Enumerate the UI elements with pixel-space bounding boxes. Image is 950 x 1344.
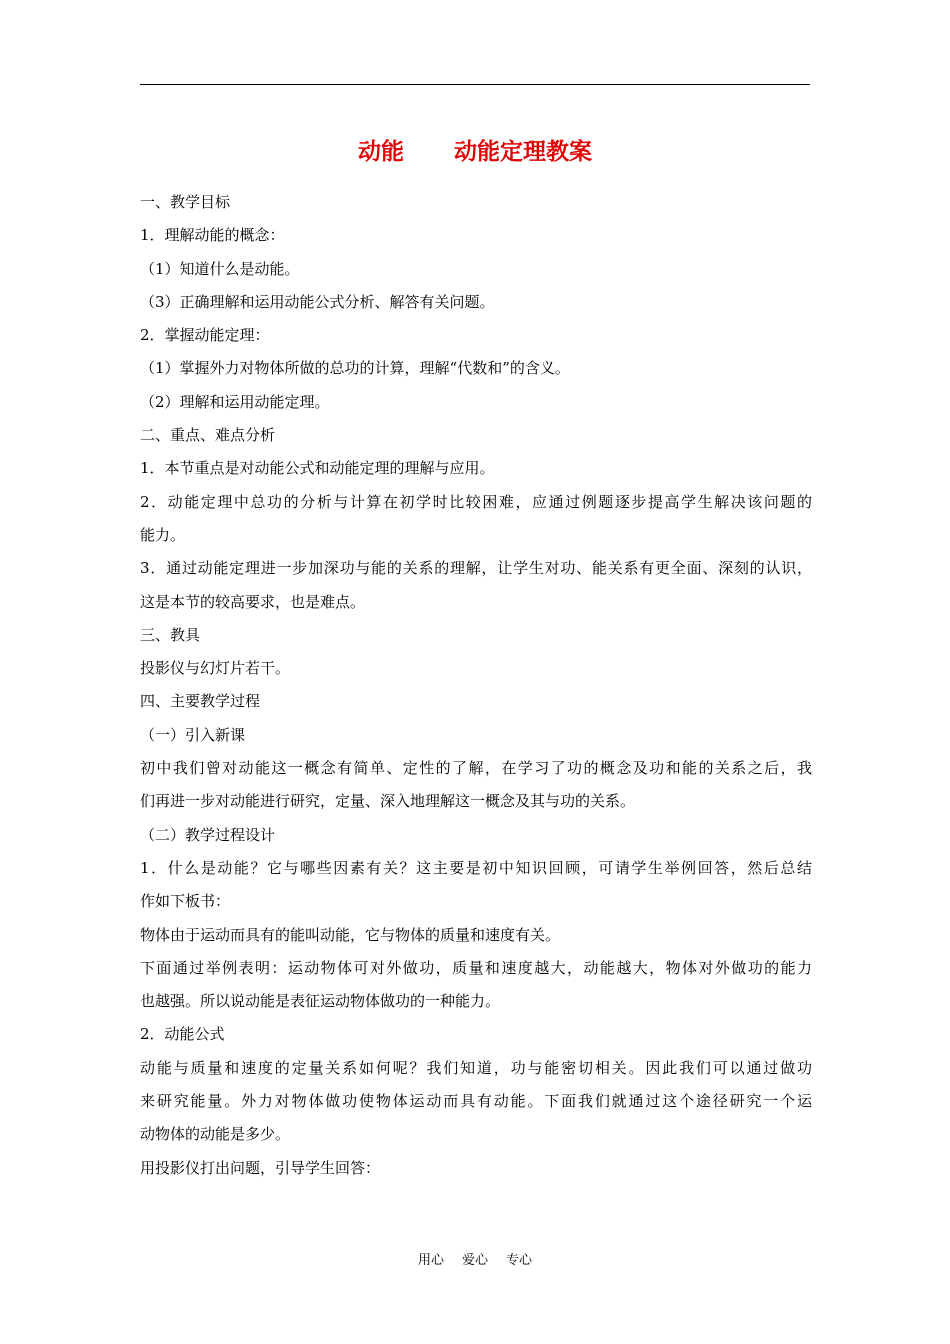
- paragraph-line: 能力。: [140, 525, 186, 544]
- subsection-heading: （二）教学过程设计: [140, 825, 276, 844]
- title-part-1: 动能: [358, 139, 404, 165]
- paragraph-line: （2）理解和运用动能定理。: [140, 392, 330, 411]
- paragraph-line: 来研究能量。外力对物体做功使物体运动而具有动能。下面我们就通过这个途径研究一个运: [140, 1092, 812, 1111]
- paragraph-line: 也越强。所以说动能是表征运动物体做功的一种能力。: [140, 992, 501, 1011]
- paragraph-line: 这是本节的较高要求，也是难点。: [140, 592, 366, 611]
- paragraph-line: 投影仪与幻灯片若干。: [140, 659, 291, 678]
- paragraph-line: 初中我们曾对动能这一概念有简单、定性的了解，在学习了功的概念及功和能的关系之后，我: [140, 759, 812, 778]
- paragraph-line: 下面通过举例表明：运动物体可对外做功，质量和速度越大，动能越大，物体对外做功的能力: [140, 958, 812, 977]
- paragraph-line: 1．本节重点是对动能公式和动能定理的理解与应用。: [140, 459, 495, 478]
- paragraph-line: 2．动能定理中总功的分析与计算在初学时比较困难，应通过例题逐步提高学生解决该问题的: [140, 492, 812, 511]
- document-body: [140, 186, 812, 1185]
- subsection-heading: （一）引入新课: [140, 725, 246, 744]
- section-heading: 一、教学目标: [140, 193, 231, 211]
- paragraph-line: 动能与质量和速度的定量关系如何呢？我们知道，功与能密切相关。因此我们可以通过做功: [140, 1058, 812, 1077]
- paragraph-line: 1．理解动能的概念：: [140, 226, 285, 245]
- paragraph-line: 1．什么是动能？它与哪些因素有关？这主要是初中知识回顾，可请学生举例回答，然后总结: [140, 858, 812, 877]
- paragraph-line: 用投影仪打出问题，引导学生回答：: [140, 1158, 381, 1177]
- header-rule: [140, 84, 810, 85]
- section-heading: 三、教具: [140, 625, 201, 644]
- paragraph-line: 作如下板书：: [140, 892, 231, 911]
- footer-text-3: 专心: [506, 1253, 533, 1268]
- section-heading: 二、重点、难点分析: [140, 426, 276, 445]
- paragraph-line: 物体由于运动而具有的能叫动能，它与物体的质量和速度有关。: [140, 925, 561, 944]
- footer-text-1: 用心: [417, 1253, 444, 1268]
- paragraph-line: 2．动能公式: [140, 1025, 225, 1044]
- paragraph-line: （3）正确理解和运用动能公式分析、解答有关问题。: [140, 292, 495, 311]
- section-heading: 四、主要教学过程: [140, 692, 261, 711]
- page-footer: [0, 1249, 950, 1268]
- paragraph-line: （1）知道什么是动能。: [140, 259, 300, 278]
- paragraph-line: 3．通过动能定理进一步加深功与能的关系的理解，让学生对功、能关系有更全面、深刻的认识，: [140, 559, 812, 578]
- title-part-2: 动能定理教案: [454, 139, 592, 165]
- paragraph-line: 们再进一步对动能进行研究，定量、深入地理解这一概念及其与功的关系。: [140, 792, 636, 811]
- footer-text-2: 爱心: [461, 1253, 488, 1268]
- page-title: [0, 133, 950, 166]
- paragraph-line: 2．掌握动能定理：: [140, 326, 270, 345]
- paragraph-line: 动物体的动能是多少。: [140, 1125, 291, 1144]
- paragraph-line: （1）掌握外力对物体所做的总功的计算，理解“代数和”的含义。: [140, 359, 570, 378]
